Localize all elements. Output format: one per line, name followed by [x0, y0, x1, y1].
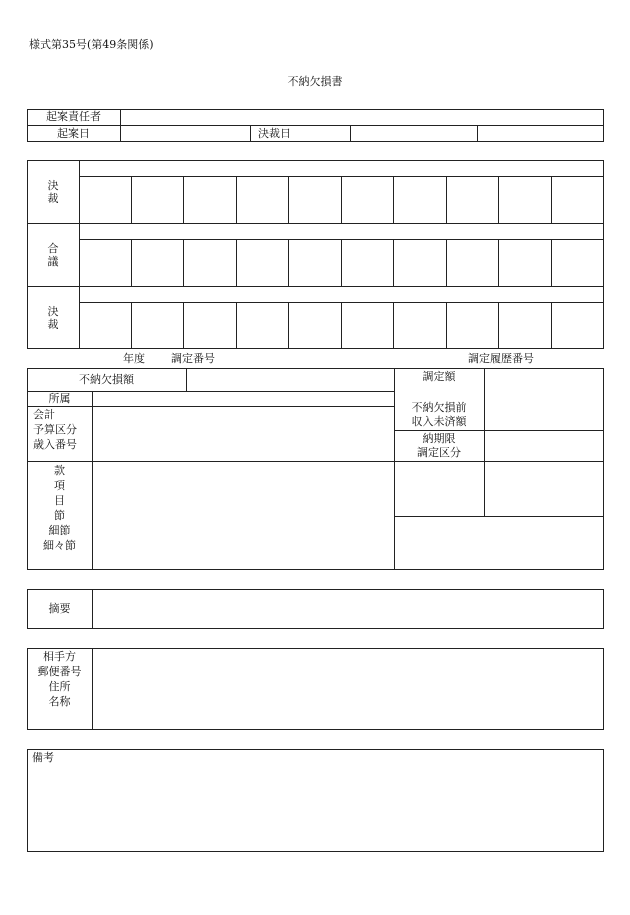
approval-label-1a: 決 — [47, 179, 59, 192]
responsible-label: 起案責任者 — [46, 110, 101, 123]
due-date-label: 納期限 — [422, 432, 456, 445]
summary-label: 摘要 — [48, 602, 71, 615]
deficit-amount-field[interactable] — [187, 369, 393, 390]
item-kan-label: 款 — [54, 464, 65, 477]
budget-class-label: 予算区分 — [33, 423, 77, 436]
adjust-class-label: 調定区分 — [417, 446, 461, 459]
uncollected-label: 収入未済額 — [411, 415, 467, 428]
revenue-number-label: 歳入番号 — [33, 438, 77, 451]
item-field[interactable] — [93, 462, 393, 569]
draft-date-label: 起案日 — [57, 127, 90, 140]
due-date-field[interactable] — [485, 431, 603, 460]
counterparty-field[interactable] — [93, 649, 603, 729]
adjust-history-number-label: 調定履歴番号 — [468, 352, 534, 365]
dept-label: 所属 — [48, 392, 71, 405]
decision-date-label: 決裁日 — [258, 127, 291, 140]
summary-field[interactable] — [93, 590, 603, 628]
decision-date-field[interactable] — [351, 126, 476, 141]
item-setsu-label: 節 — [54, 509, 65, 522]
form-number: 様式第35号(第49条関係) — [29, 38, 154, 51]
counterparty-label: 相手方 — [43, 650, 76, 663]
approval-label-1b: 裁 — [47, 192, 59, 205]
item-saisetsu-label: 細節 — [48, 524, 71, 537]
draft-date-field[interactable] — [121, 126, 249, 141]
approval-label-3a: 決 — [47, 305, 59, 318]
deficit-amount-label: 不納欠損額 — [79, 373, 134, 386]
approval-label-2a: 合 — [47, 242, 59, 255]
item-saisaisetsu-label: 細々節 — [43, 539, 76, 552]
before-deficit-label: 不納欠損前 — [411, 401, 467, 414]
item-kou-label: 項 — [54, 479, 65, 492]
approval-grid — [27, 160, 604, 349]
adjust-number-label: 調定番号 — [171, 352, 215, 365]
address-label: 住所 — [48, 680, 71, 693]
responsible-field[interactable] — [121, 110, 603, 124]
remarks-label: 備考 — [32, 751, 54, 764]
document-title: 不納欠損書 — [287, 75, 343, 88]
adjust-amount-field[interactable] — [485, 369, 603, 429]
account-field[interactable] — [93, 407, 393, 460]
dept-field[interactable] — [93, 392, 393, 405]
approval-label-3b: 裁 — [47, 318, 59, 331]
item-moku-label: 目 — [54, 494, 65, 507]
adjust-amount-label: 調定額 — [422, 370, 456, 383]
postal-code-label: 郵便番号 — [37, 665, 82, 678]
approval-label-2b: 議 — [47, 255, 59, 268]
fiscal-year-label: 年度 — [123, 352, 145, 365]
remarks-field[interactable] — [28, 766, 603, 851]
account-label: 会計 — [33, 408, 55, 421]
name-label: 名称 — [48, 695, 71, 708]
